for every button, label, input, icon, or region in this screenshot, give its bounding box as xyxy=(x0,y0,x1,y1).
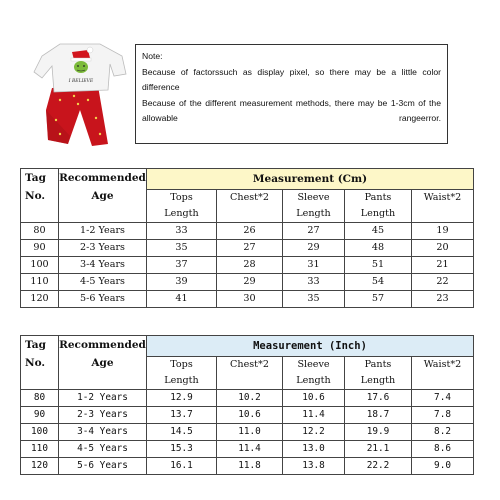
measurement-cell: 39 xyxy=(147,274,217,291)
column-header: Waist*2 xyxy=(412,357,474,390)
table-row xyxy=(21,407,474,424)
measurement-cell: 8.2 xyxy=(412,424,474,441)
measurement-cell: 14.5 xyxy=(147,424,217,441)
measurement-cell: 21 xyxy=(412,257,474,274)
tag-cell: 80 xyxy=(21,390,59,407)
measurement-cell: 13.0 xyxy=(283,441,345,458)
tag-cell: 90 xyxy=(21,407,59,424)
table-body xyxy=(21,223,474,308)
table-row xyxy=(21,424,474,441)
measurement-cell: 13.7 xyxy=(147,407,217,424)
tag-cell: 80 xyxy=(21,223,59,240)
note-box xyxy=(135,44,448,144)
measurement-cell: 8.6 xyxy=(412,441,474,458)
measurement-cell: 37 xyxy=(147,257,217,274)
shirt-text: I BELIEVE xyxy=(68,79,94,84)
tag-header: Tag No. xyxy=(21,169,59,223)
measurement-cell: 11.8 xyxy=(217,458,283,475)
measurement-cell: 7.8 xyxy=(412,407,474,424)
measurement-cell: 12.2 xyxy=(283,424,345,441)
age-cell: 4-5 Years xyxy=(59,441,147,458)
age-cell: 5-6 Years xyxy=(59,291,147,308)
shirt-shape xyxy=(34,44,126,92)
measurement-cell: 11.0 xyxy=(217,424,283,441)
age-cell: 1-2 Years xyxy=(59,390,147,407)
note-line-2: Because of the different measurement methods, there may be 1-3cm of the allowable rangeerror. xyxy=(142,97,441,123)
measurement-cell: 45 xyxy=(345,223,412,240)
measurement-cell: 27 xyxy=(217,240,283,257)
measurement-cell: 12.9 xyxy=(147,390,217,407)
measurement-cell: 41 xyxy=(147,291,217,308)
measurement-header: Measurement (Inch) xyxy=(147,336,474,357)
age-cell: 5-6 Years xyxy=(59,458,147,475)
measurement-cell: 30 xyxy=(217,291,283,308)
column-header: Waist*2 xyxy=(412,190,474,223)
column-header: Tops Length xyxy=(147,357,217,390)
column-header: Chest*2 xyxy=(217,357,283,390)
measurement-cell: 22.2 xyxy=(345,458,412,475)
table-row xyxy=(21,458,474,475)
tag-cell: 90 xyxy=(21,240,59,257)
age-cell: 3-4 Years xyxy=(59,424,147,441)
column-header: Chest*2 xyxy=(217,190,283,223)
measurement-cell: 33 xyxy=(283,274,345,291)
column-header: Sleeve Length xyxy=(283,357,345,390)
age-cell: 2-3 Years xyxy=(59,407,147,424)
measurement-cell: 10.6 xyxy=(217,407,283,424)
measurement-cell: 33 xyxy=(147,223,217,240)
measurement-cell: 26 xyxy=(217,223,283,240)
measurement-cell: 19.9 xyxy=(345,424,412,441)
measurement-cell: 20 xyxy=(412,240,474,257)
tag-cell: 120 xyxy=(21,291,59,308)
size-table-inch xyxy=(20,335,474,475)
measurement-cell: 35 xyxy=(147,240,217,257)
measurement-cell: 13.8 xyxy=(283,458,345,475)
header-row xyxy=(21,169,474,190)
product-thumbnail xyxy=(30,40,130,150)
column-header: Pants Length xyxy=(345,357,412,390)
column-header: Tops Length xyxy=(147,190,217,223)
note-line-1: Because of factorssuch as display pixel, so there may be a little color difference xyxy=(142,66,441,92)
table-row xyxy=(21,441,474,458)
table-row xyxy=(21,291,474,308)
measurement-cell: 11.4 xyxy=(217,441,283,458)
measurement-cell: 11.4 xyxy=(283,407,345,424)
table-row xyxy=(21,390,474,407)
measurement-cell: 31 xyxy=(283,257,345,274)
table-body xyxy=(21,390,474,475)
age-cell: 2-3 Years xyxy=(59,240,147,257)
pants-shape xyxy=(46,86,108,146)
table-row xyxy=(21,274,474,291)
age-cell: 1-2 Years xyxy=(59,223,147,240)
tag-cell: 120 xyxy=(21,458,59,475)
tag-header: Tag No. xyxy=(21,336,59,390)
measurement-cell: 7.4 xyxy=(412,390,474,407)
measurement-cell: 10.2 xyxy=(217,390,283,407)
tag-cell: 110 xyxy=(21,441,59,458)
age-header: Recommended Age xyxy=(59,169,147,223)
measurement-cell: 57 xyxy=(345,291,412,308)
table-row xyxy=(21,240,474,257)
measurement-cell: 18.7 xyxy=(345,407,412,424)
measurement-cell: 28 xyxy=(217,257,283,274)
measurement-cell: 21.1 xyxy=(345,441,412,458)
measurement-cell: 29 xyxy=(283,240,345,257)
measurement-header: Measurement (Cm) xyxy=(147,169,474,190)
age-cell: 3-4 Years xyxy=(59,257,147,274)
measurement-cell: 19 xyxy=(412,223,474,240)
measurement-cell: 15.3 xyxy=(147,441,217,458)
column-header: Sleeve Length xyxy=(283,190,345,223)
note-title: Note: xyxy=(142,51,163,61)
age-header: Recommended Age xyxy=(59,336,147,390)
table-row xyxy=(21,223,474,240)
table-row xyxy=(21,257,474,274)
measurement-cell: 9.0 xyxy=(412,458,474,475)
measurement-cell: 54 xyxy=(345,274,412,291)
tag-cell: 100 xyxy=(21,257,59,274)
measurement-cell: 23 xyxy=(412,291,474,308)
column-header: Pants Length xyxy=(345,190,412,223)
header-row xyxy=(21,336,474,357)
measurement-cell: 51 xyxy=(345,257,412,274)
measurement-cell: 22 xyxy=(412,274,474,291)
measurement-cell: 35 xyxy=(283,291,345,308)
tag-cell: 100 xyxy=(21,424,59,441)
pajama-illustration xyxy=(30,40,130,150)
measurement-cell: 27 xyxy=(283,223,345,240)
measurement-cell: 48 xyxy=(345,240,412,257)
measurement-cell: 29 xyxy=(217,274,283,291)
measurement-cell: 17.6 xyxy=(345,390,412,407)
age-cell: 4-5 Years xyxy=(59,274,147,291)
measurement-cell: 16.1 xyxy=(147,458,217,475)
size-table-cm xyxy=(20,168,474,308)
tag-cell: 110 xyxy=(21,274,59,291)
measurement-cell: 10.6 xyxy=(283,390,345,407)
